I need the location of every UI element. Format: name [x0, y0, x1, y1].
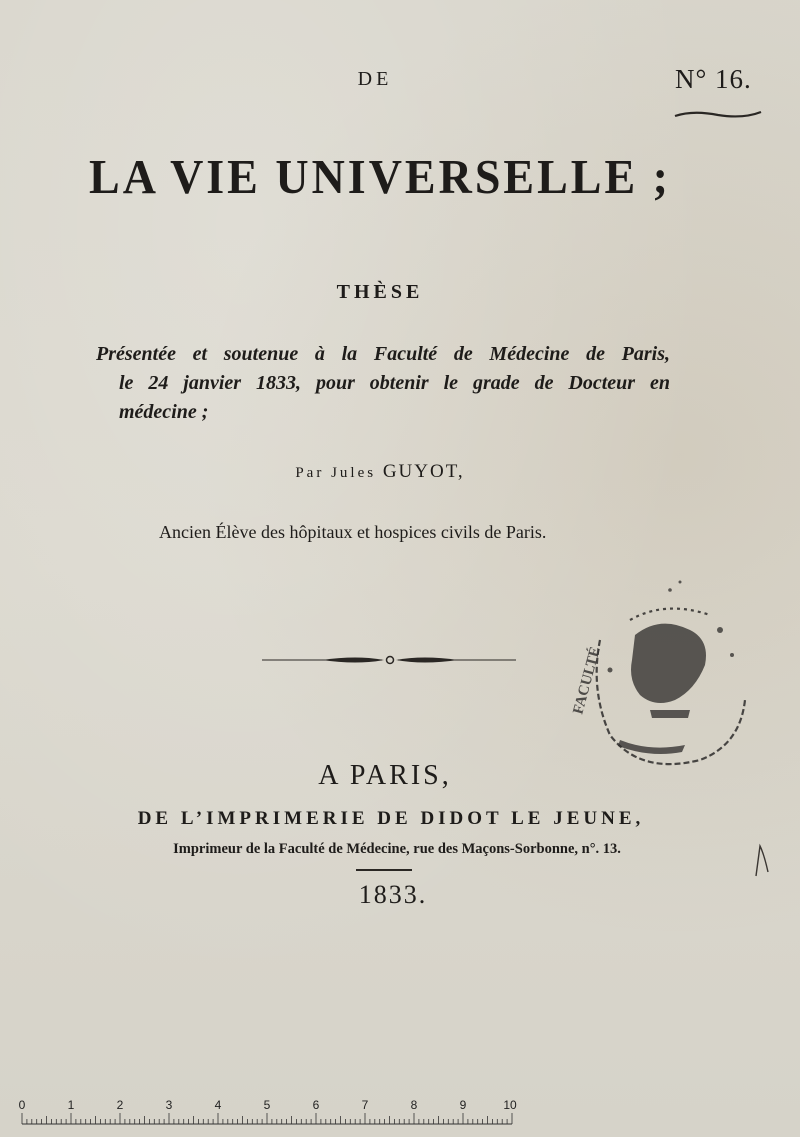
ruler-label-1: 1 — [67, 1098, 75, 1112]
ruler-label-10: 10 — [503, 1098, 517, 1112]
margin-pencil-mark — [752, 842, 772, 878]
number-flourish-ornament — [673, 108, 763, 122]
imprint-address: Imprimeur de la Faculté de Médecine, rue des Maçons-Sorbonne, n°. 13. — [173, 841, 621, 857]
imprint-year: 1833. — [358, 880, 428, 909]
ruler-label-5: 5 — [263, 1098, 271, 1112]
author-line — [0, 461, 760, 483]
ruler-label-8: 8 — [410, 1098, 418, 1112]
short-rule-divider — [356, 869, 412, 871]
ruler-label-6: 6 — [312, 1098, 320, 1112]
thesis-title: LA VIE UNIVERSELLE ; — [89, 149, 671, 204]
these-heading: THÈSE — [336, 281, 424, 303]
author-credential: Ancien Élève des hôpitaux et hospices civils de Paris. — [159, 522, 547, 542]
svg-text:FACULTÉ: FACULTÉ — [570, 645, 604, 717]
scale-ruler — [14, 1098, 517, 1128]
thesis-number: N° 16. — [675, 64, 752, 94]
ruler-label-0: 0 — [18, 1098, 26, 1112]
ruler-label-4: 4 — [214, 1098, 222, 1112]
author-name: GUYOT, — [382, 461, 465, 482]
ruler-label-3: 3 — [165, 1098, 173, 1112]
ruler-label-2: 2 — [116, 1098, 124, 1112]
presented-line-2: le 24 janvier 1833, pour obtenir le grade de Docteur en — [119, 372, 670, 394]
imprint-printer: DE L’IMPRIMERIE DE DIDOT LE JEUNE, — [137, 808, 645, 829]
ornamental-divider — [262, 652, 518, 668]
presented-line-1: Présentée et soutenue à la Faculté de Médecine de Paris, — [96, 343, 670, 365]
imprint-city: A PARIS, — [318, 760, 452, 791]
header-de: DE — [357, 68, 393, 90]
presented-paragraph — [96, 340, 670, 427]
ruler-label-9: 9 — [459, 1098, 467, 1112]
faculty-seal-stamp — [570, 560, 760, 780]
ruler-ticks — [14, 1098, 517, 1128]
author-prefix: Par Jules — [295, 465, 377, 481]
presented-line-3: médecine ; — [119, 401, 209, 423]
ruler-label-7: 7 — [361, 1098, 369, 1112]
